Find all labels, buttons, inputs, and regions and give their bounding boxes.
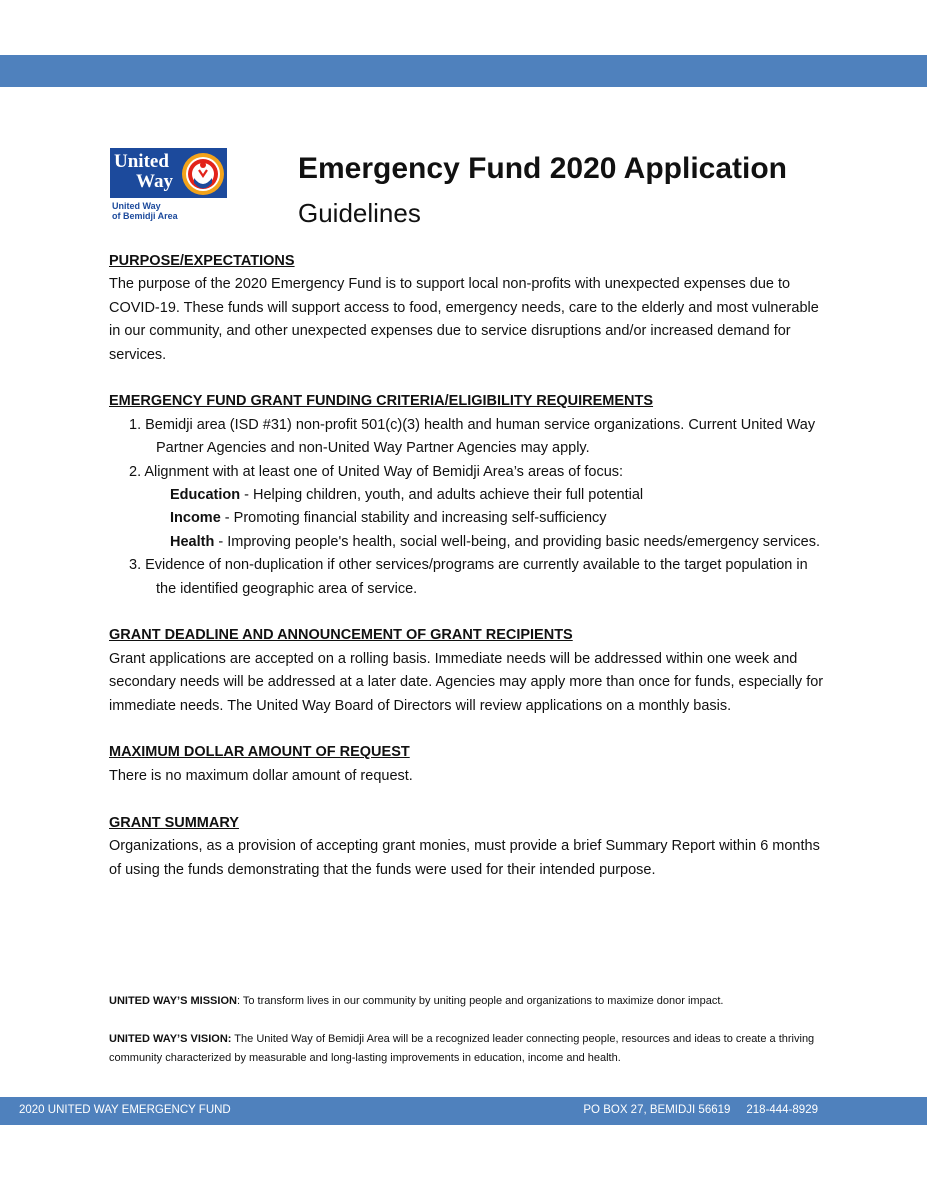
focus-desc-health: - Improving people's health, social well-being, and providing basic needs/emergency services. xyxy=(214,533,820,550)
mission-text: : To transform lives in our community by uniting people and organizations to maximize donor impact. xyxy=(236,995,724,1007)
vision-label: UNITED WAY’S VISION: xyxy=(109,1033,232,1045)
focus-item-income xyxy=(109,507,829,530)
focus-desc-education: - Helping children, youth, and adults achieve their full potential xyxy=(240,487,644,504)
logo-text-united: United xyxy=(114,151,169,172)
document-body xyxy=(109,250,829,882)
vision-statement xyxy=(109,1030,829,1068)
united-way-logo xyxy=(110,148,230,224)
vision-text: The United Way of Bemidji Area will be a recognized leader connecting people, resources and ideas to create a thriving community characterized by measurable and long-lasting improvements in education, income and health. xyxy=(109,1033,815,1064)
criteria-item-3: 3. Evidence of non-duplication if other services/programs are currently available to the target population in the identified geographic area of service. xyxy=(129,557,808,597)
summary-heading: GRANT SUMMARY xyxy=(109,814,239,831)
mission-vision xyxy=(109,992,829,1068)
logo-text-way: Way xyxy=(136,171,173,192)
logo-sub-line2: of Bemidji Area xyxy=(112,211,178,221)
maximum-body: There is no maximum dollar amount of request. xyxy=(109,767,413,784)
focus-name-health: Health xyxy=(170,533,215,550)
rainbow-hand-icon xyxy=(180,150,226,196)
focus-item-education xyxy=(109,484,829,507)
logo-subtitle xyxy=(112,201,178,221)
page-title: Emergency Fund 2020 Application xyxy=(298,152,788,185)
focus-name-income: Income xyxy=(170,510,221,527)
page-subtitle: Guidelines xyxy=(298,198,421,228)
logo-sub-line1: United Way xyxy=(112,201,161,211)
criteria-item-2: 2. Alignment with at least one of United Way of Bemidji Area’s areas of focus: xyxy=(129,463,624,480)
footer-left-text: 2020 UNITED WAY EMERGENCY FUND xyxy=(19,1104,231,1116)
focus-desc-income: - Promoting financial stability and increasing self-sufficiency xyxy=(220,510,607,527)
deadline-heading: GRANT DEADLINE AND ANNOUNCEMENT OF GRANT RECIPIENTS xyxy=(109,627,573,644)
footer-contact: PO BOX 27, BEMIDJI 56619 218-444-8929 xyxy=(583,1104,818,1116)
criteria-item-1: 1. Bemidji area (ISD #31) non-profit 501(c)(3) health and human service organizations. Current United Way Partner Agencies and non-United Way Partner Agencies may apply. xyxy=(129,416,816,457)
purpose-heading: PURPOSE/EXPECTATIONS xyxy=(109,253,295,269)
focus-name-education: Education xyxy=(170,487,241,504)
mission-label: UNITED WAY’S MISSION xyxy=(109,995,237,1007)
summary-body: Organizations, as a provision of accepting grant monies, must provide a brief Summary Report within 6 months of using the funds demonstrating that the funds were used for their intended purpose. xyxy=(109,838,820,878)
purpose-body: The purpose of the 2020 Emergency Fund is to support local non-profits with unexpected expenses due to COVID-19. These funds will support access to food, emergency needs, care to the elderly and most vulnerable in our community, and other unexpected expenses due to service disruptions and/or increased demand for services. xyxy=(109,276,819,363)
footer-band xyxy=(0,1097,927,1125)
focus-item-health xyxy=(109,531,829,554)
deadline-body: Grant applications are accepted on a rolling basis. Immediate needs will be addressed within one week and secondary needs will be addressed at a later date. Agencies may apply more than once for funds, especially for immediate needs. The United Way Board of Directors will review applications on a monthly basis. xyxy=(109,650,824,714)
logo-box xyxy=(110,148,227,198)
mission-statement xyxy=(109,992,829,1011)
criteria-heading: EMERGENCY FUND GRANT FUNDING CRITERIA/ELIGIBILITY REQUIREMENTS xyxy=(109,393,654,410)
header-band xyxy=(0,55,927,87)
maximum-heading: MAXIMUM DOLLAR AMOUNT OF REQUEST xyxy=(109,744,410,761)
